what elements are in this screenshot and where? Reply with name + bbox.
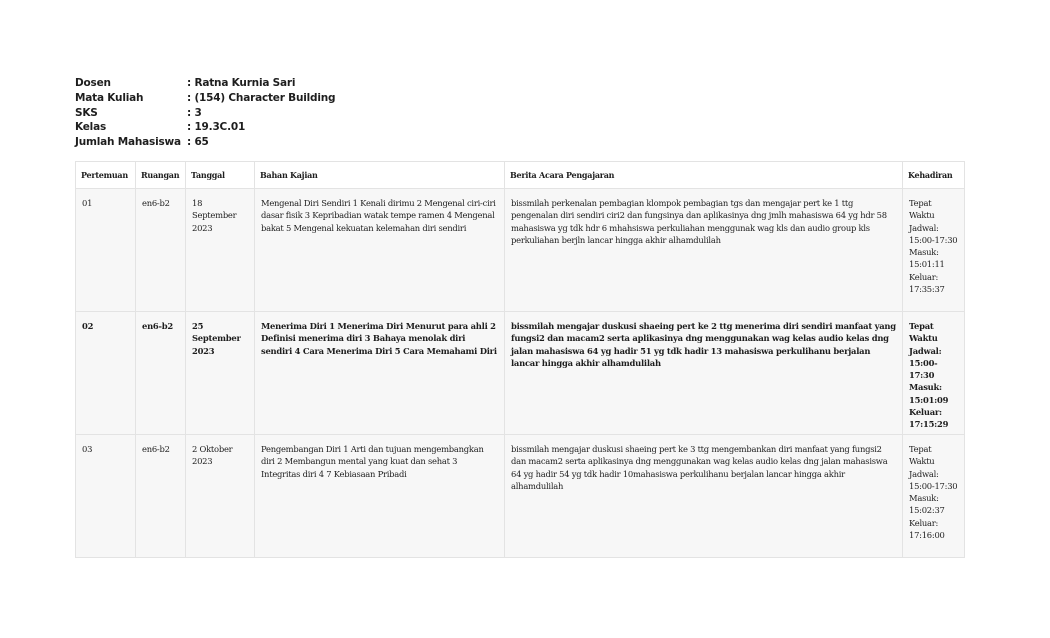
column-header-kehadiran: Kehadiran <box>903 162 965 189</box>
table-row <box>76 312 965 435</box>
jumlah-mahasiswa-label: Jumlah Mahasiswa <box>75 136 181 149</box>
sks-value: : 3 <box>187 106 202 119</box>
info-row-kelas <box>75 120 335 135</box>
info-row-sks <box>75 106 335 121</box>
info-row-dosen <box>75 76 335 91</box>
cell-bahan-kajian: Pengembangan Diri 1 Arti dan tujuan mengembangkan diri 2 Membangun mental yang kuat dan sehat 3 Integritas diri 4 7 Kebiasaan Pribadi <box>255 435 505 558</box>
cell-bahan-kajian: Menerima Diri 1 Menerima Diri Menurut para ahli 2 Definisi menerima diri 3 Bahaya menolak diri sendiri 4 Cara Menerima Diri 5 Cara Memahami Diri <box>255 312 505 435</box>
cell-berita-acara: bissmilah perkenalan pembagian klompok pembagian tgs dan mengajar pert ke 1 ttg pengenalan diri sendiri ciri2 dan fungsinya dan aplikasinya dng jmlh mahasiswa 64 yg hdr 58 mahasiswa yg tdk hdr 6 mhahsiswa perkuliahan menggunak wag kls dan audio group kls perkuliahan berjln lancar hingga akhir alhamdulilah <box>505 189 903 312</box>
course-info <box>75 76 335 150</box>
mata-kuliah-label: Mata Kuliah <box>75 91 144 104</box>
info-row-jumlah-mahasiswa <box>75 135 335 150</box>
mata-kuliah-value: : (154) Character Building <box>187 91 336 104</box>
cell-kehadiran: Tepat Waktu Jadwal: 15:00-17:30 Masuk: 15:02:37 Keluar: 17:16:00 <box>903 435 965 558</box>
cell-tanggal: 18 September 2023 <box>186 189 255 312</box>
cell-bahan-kajian: Mengenal Diri Sendiri 1 Kenali dirimu 2 Mengenal ciri-ciri dasar fisik 3 Kepribadian watak tempe ramen 4 Mengenal bakat 5 Mengenal kekuatan kelemahan diri sendiri <box>255 189 505 312</box>
table-header-row <box>76 162 965 189</box>
column-header-berita-acara: Berita Acara Pengajaran <box>505 162 903 189</box>
table-row <box>76 435 965 558</box>
info-row-mata-kuliah <box>75 91 335 106</box>
cell-pertemuan: 01 <box>76 189 136 312</box>
table-row <box>76 189 965 312</box>
cell-kehadiran: Tepat Waktu Jadwal: 15:00-17:30 Masuk: 15:01:11 Keluar: 17:35:37 <box>903 189 965 312</box>
column-header-bahan-kajian: Bahan Kajian <box>255 162 505 189</box>
cell-pertemuan: 02 <box>76 312 136 435</box>
sks-label: SKS <box>75 106 98 119</box>
column-header-tanggal: Tanggal <box>186 162 255 189</box>
kelas-label: Kelas <box>75 121 107 134</box>
cell-berita-acara: bissmilah mengajar duskusi shaeing pert ke 3 ttg mengembankan diri manfaat yang fungsi2 dan macam2 serta aplikasinya dng menggunakan wag kelas audio kelas dng jalan mahasiswa 64 yg hadir 54 yg tdk hadir 10mahasiswa perkulihanu berjalan lancar hingga akhir alhamdulilah <box>505 435 903 558</box>
kelas-value: : 19.3C.01 <box>187 121 246 134</box>
jumlah-mahasiswa-value: : 65 <box>187 136 209 149</box>
cell-kehadiran: Tepat Waktu Jadwal: 15:00-17:30 Masuk: 15:01:09 Keluar: 17:15:29 <box>903 312 965 435</box>
cell-berita-acara: bissmilah mengajar duskusi shaeing pert ke 2 ttg menerima diri sendiri manfaat yang fungsi2 dan macam2 serta aplikasinya dng menggunakan wag kelas audio kelas dng jalan mahasiswa 64 yg hadir 51 yg tdk hadir 13 mahasiswa perkulihanu berjalan lancar hingga akhir alhamdulilah <box>505 312 903 435</box>
cell-pertemuan: 03 <box>76 435 136 558</box>
attendance-table <box>75 161 965 558</box>
dosen-label: Dosen <box>75 77 111 89</box>
cell-ruangan: en6-b2 <box>136 189 186 312</box>
column-header-ruangan: Ruangan <box>136 162 186 189</box>
cell-tanggal: 25 September 2023 <box>186 312 255 435</box>
dosen-value: : Ratna Kurnia Sari <box>187 77 296 89</box>
cell-tanggal: 2 Oktober 2023 <box>186 435 255 558</box>
cell-ruangan: en6-b2 <box>136 435 186 558</box>
cell-ruangan: en6-b2 <box>136 312 186 435</box>
column-header-pertemuan: Pertemuan <box>76 162 136 189</box>
